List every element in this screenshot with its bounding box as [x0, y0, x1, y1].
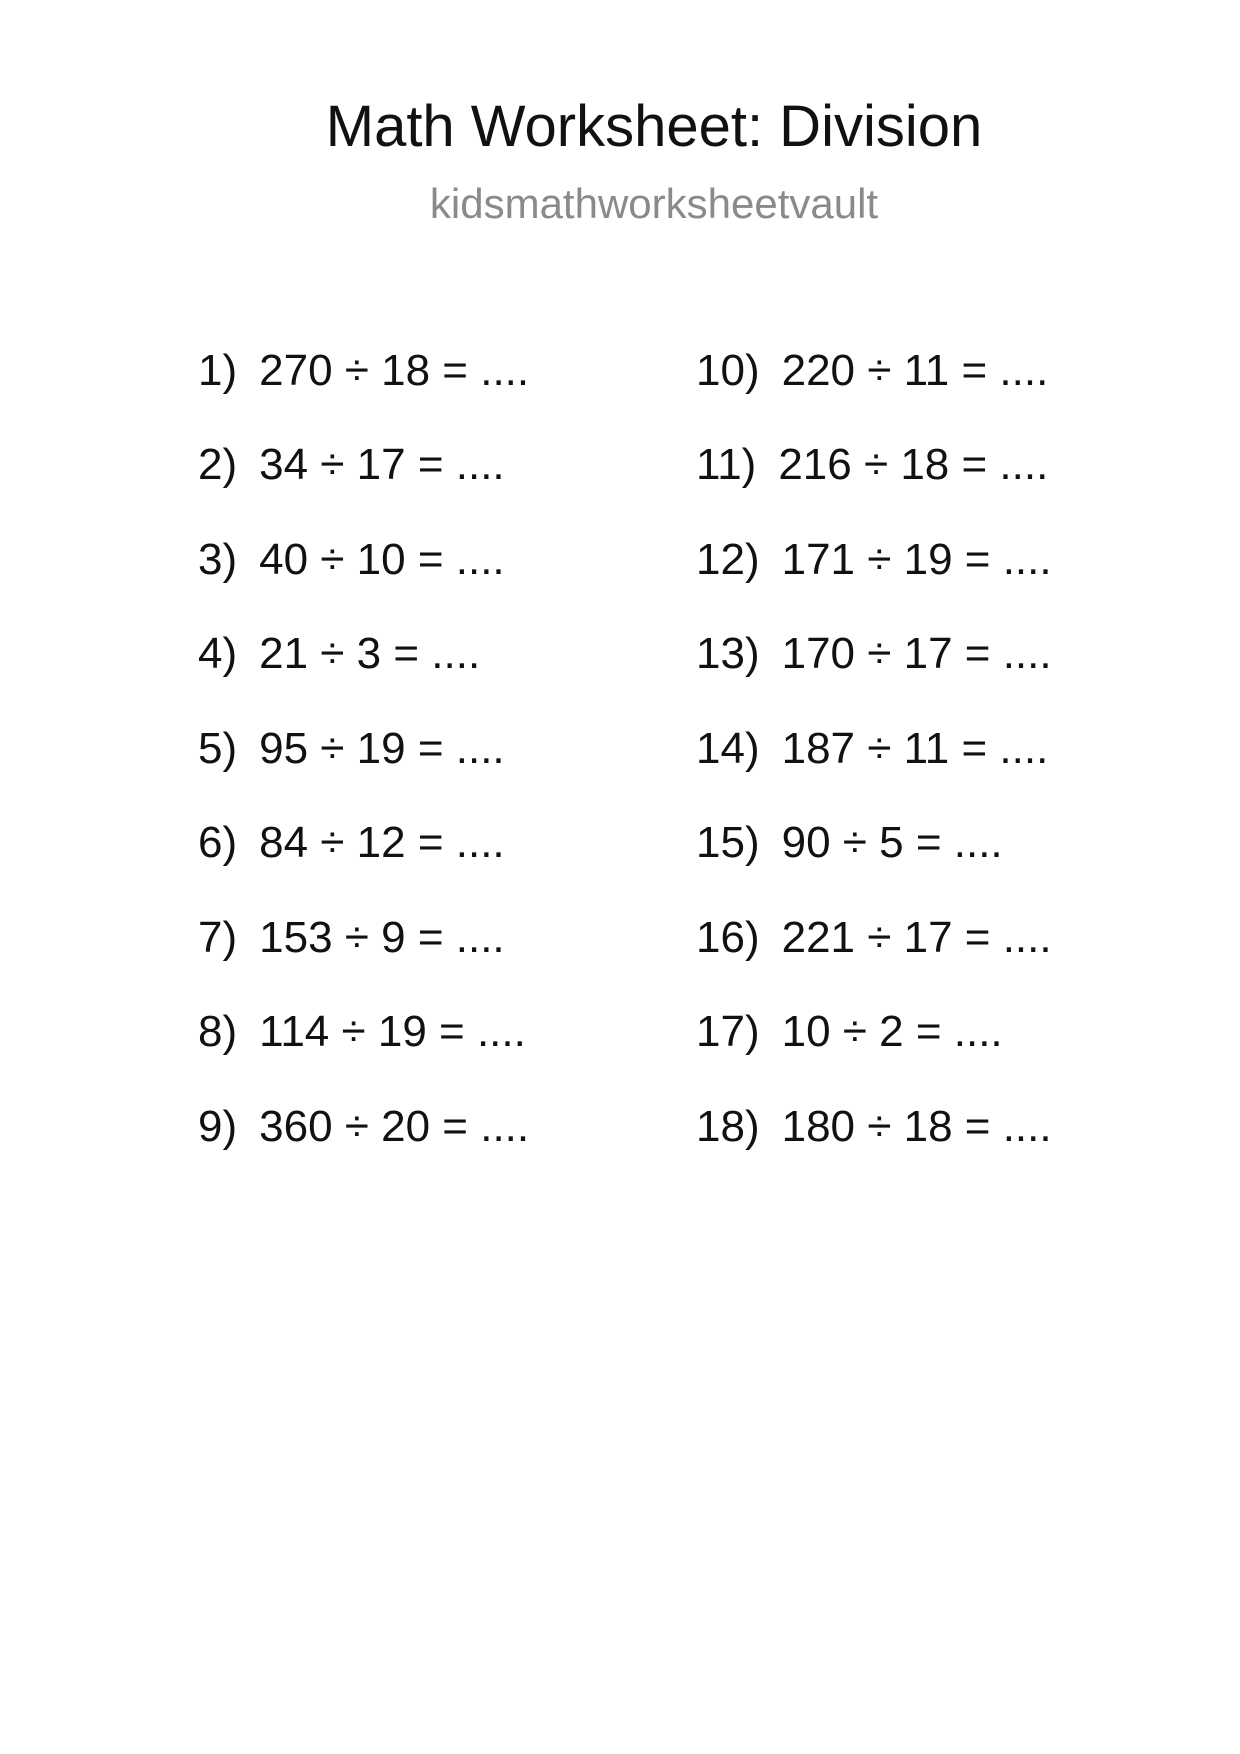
problem-2	[198, 440, 505, 489]
problem-number: 2)	[198, 440, 238, 489]
problem-15	[696, 818, 1003, 867]
problem-14	[696, 724, 1049, 773]
page-subtitle: kidsmathworksheetvault	[429, 180, 879, 227]
problem-expression: 40 ÷ 10 = ....	[259, 535, 505, 584]
problem-11	[696, 440, 1049, 489]
problem-number: 7)	[198, 913, 238, 962]
problem-number: 9)	[198, 1102, 238, 1151]
problem-9	[198, 1102, 530, 1151]
problem-number: 3)	[198, 535, 238, 584]
problem-10	[696, 346, 1049, 395]
problem-number: 8)	[198, 1007, 238, 1056]
problem-expression: 360 ÷ 20 = ....	[259, 1102, 530, 1151]
problem-6	[198, 818, 505, 867]
problem-number: 14)	[696, 724, 760, 773]
problem-expression: 187 ÷ 11 = ....	[781, 724, 1049, 773]
problem-expression: 153 ÷ 9 = ....	[259, 913, 505, 962]
problem-expression: 34 ÷ 17 = ....	[259, 440, 505, 489]
problem-8	[198, 1007, 526, 1056]
problem-number: 11)	[696, 440, 757, 489]
problem-expression: 10 ÷ 2 = ....	[781, 1007, 1003, 1056]
problem-13	[696, 629, 1052, 678]
problem-number: 12)	[696, 535, 760, 584]
problem-expression: 114 ÷ 19 = ....	[259, 1007, 526, 1056]
problem-expression: 180 ÷ 18 = ....	[781, 1102, 1052, 1151]
problem-16	[696, 913, 1052, 962]
problem-expression: 220 ÷ 11 = ....	[781, 346, 1049, 395]
problem-expression: 95 ÷ 19 = ....	[259, 724, 505, 773]
problem-7	[198, 913, 505, 962]
problem-number: 17)	[696, 1007, 760, 1056]
problem-expression: 216 ÷ 18 = ....	[778, 440, 1049, 489]
problem-expression: 221 ÷ 17 = ....	[781, 913, 1052, 962]
problem-3	[198, 535, 505, 584]
problem-expression: 170 ÷ 17 = ....	[781, 629, 1052, 678]
problem-number: 6)	[198, 818, 238, 867]
problem-number: 15)	[696, 818, 760, 867]
problem-number: 1)	[198, 346, 238, 395]
page-title: Math Worksheet: Division	[325, 94, 983, 159]
problem-expression: 21 ÷ 3 = ....	[259, 629, 481, 678]
problem-1	[198, 346, 530, 395]
problem-expression: 90 ÷ 5 = ....	[781, 818, 1003, 867]
problem-18	[696, 1102, 1052, 1151]
problem-expression: 84 ÷ 12 = ....	[259, 818, 505, 867]
problem-5	[198, 724, 505, 773]
problem-number: 16)	[696, 913, 760, 962]
problem-number: 18)	[696, 1102, 760, 1151]
problem-number: 5)	[198, 724, 238, 773]
problem-17	[696, 1007, 1003, 1056]
problem-number: 10)	[696, 346, 760, 395]
problem-number: 13)	[696, 629, 760, 678]
problem-number: 4)	[198, 629, 238, 678]
problem-expression: 270 ÷ 18 = ....	[259, 346, 530, 395]
problem-4	[198, 629, 481, 678]
problem-expression: 171 ÷ 19 = ....	[781, 535, 1052, 584]
problem-12	[696, 535, 1052, 584]
